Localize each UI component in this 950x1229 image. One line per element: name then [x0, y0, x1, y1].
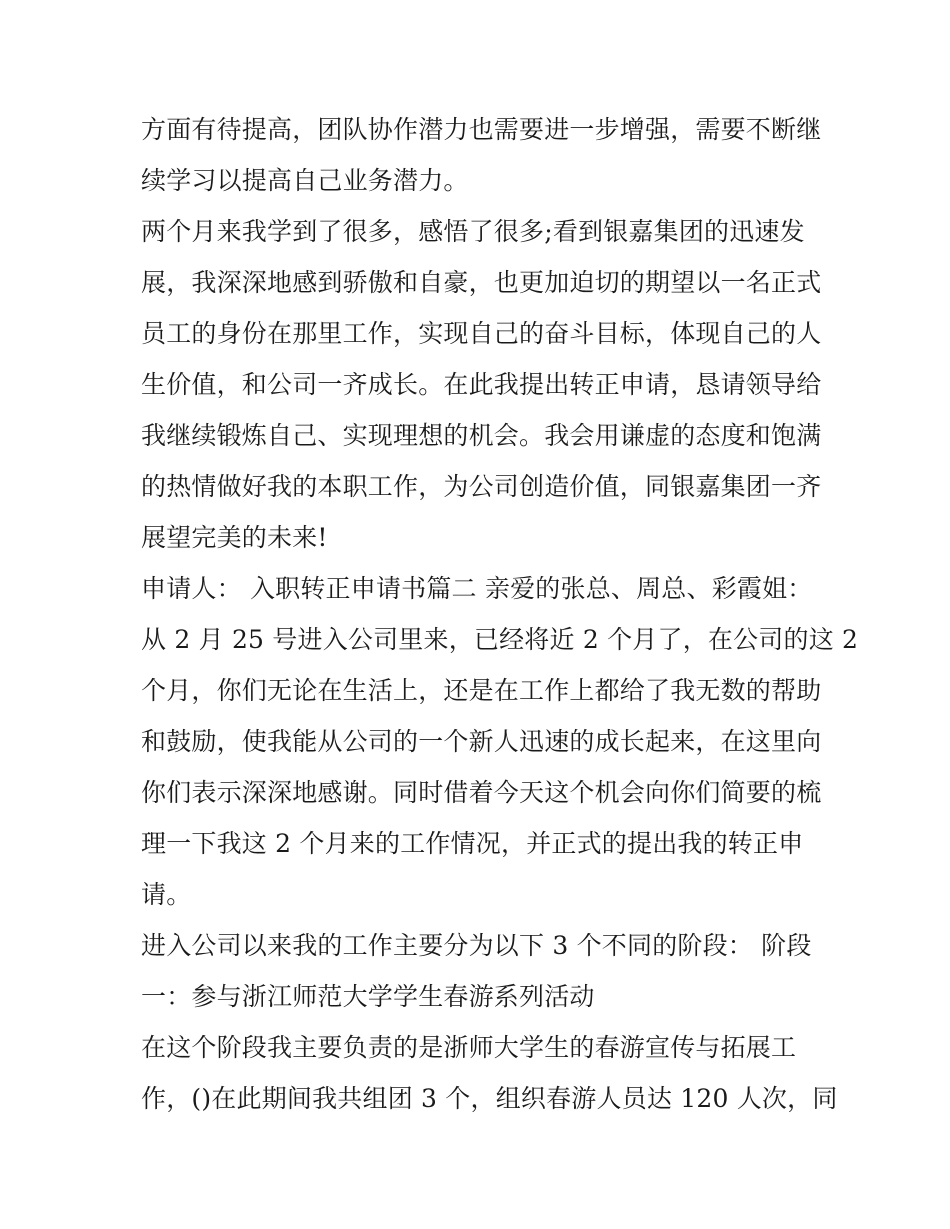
text-line: 续学习以提高自己业务潜力。 — [141, 166, 469, 195]
text-line: 你们表示深深地感谢。同时借着今天这个机会向你们简要的梳 — [141, 778, 822, 807]
text-line: 作，()在此期间我共组团 3 个，组织春游人员达 120 人次，同 — [141, 1084, 838, 1113]
text-line: 理一下我这 2 个月来的工作情况，并正式的提出我的转正申 — [141, 829, 804, 858]
text-line: 的热情做好我的本职工作，为公司创造价值，同银嘉集团一齐 — [141, 472, 822, 501]
text-line: 展，我深深地感到骄傲和自豪，也更加迫切的期望以一名正式 — [141, 268, 822, 297]
text-line: 一：参与浙江师范大学学生春游系列活动 — [141, 982, 595, 1011]
text-line: 在这个阶段我主要负责的是浙师大学生的春游宣传与拓展工 — [141, 1033, 797, 1062]
text-line: 员工的身份在那里工作，实现自己的奋斗目标，体现自己的人 — [141, 319, 822, 348]
text-line: 方面有待提高，团队协作潜力也需要进一步增强，需要不断继 — [141, 115, 822, 144]
text-line: 申请人： 入职转正申请书篇二 亲爱的张总、周总、彩霞姐： — [141, 574, 813, 603]
text-line: 和鼓励，使我能从公司的一个新人迅速的成长起来，在这里向 — [141, 727, 822, 756]
text-line: 生价值，和公司一齐成长。在此我提出转正申请，恳请领导给 — [141, 370, 822, 399]
document-body — [141, 104, 859, 1124]
text-line: 我继续锻炼自己、实现理想的机会。我会用谦虚的态度和饱满 — [141, 421, 822, 450]
text-line: 从 2 月 25 号进入公司里来，已经将近 2 个月了，在公司的这 2 — [141, 625, 859, 654]
text-line: 两个月来我学到了很多，感悟了很多;看到银嘉集团的迅速发 — [141, 217, 805, 246]
text-line: 个月，你们无论在生活上，还是在工作上都给了我无数的帮助 — [141, 676, 822, 705]
text-line: 进入公司以来我的工作主要分为以下 3 个不同的阶段： 阶段 — [141, 931, 812, 960]
text-line: 展望完美的未来! — [141, 523, 328, 552]
text-line: 请。 — [141, 880, 192, 909]
